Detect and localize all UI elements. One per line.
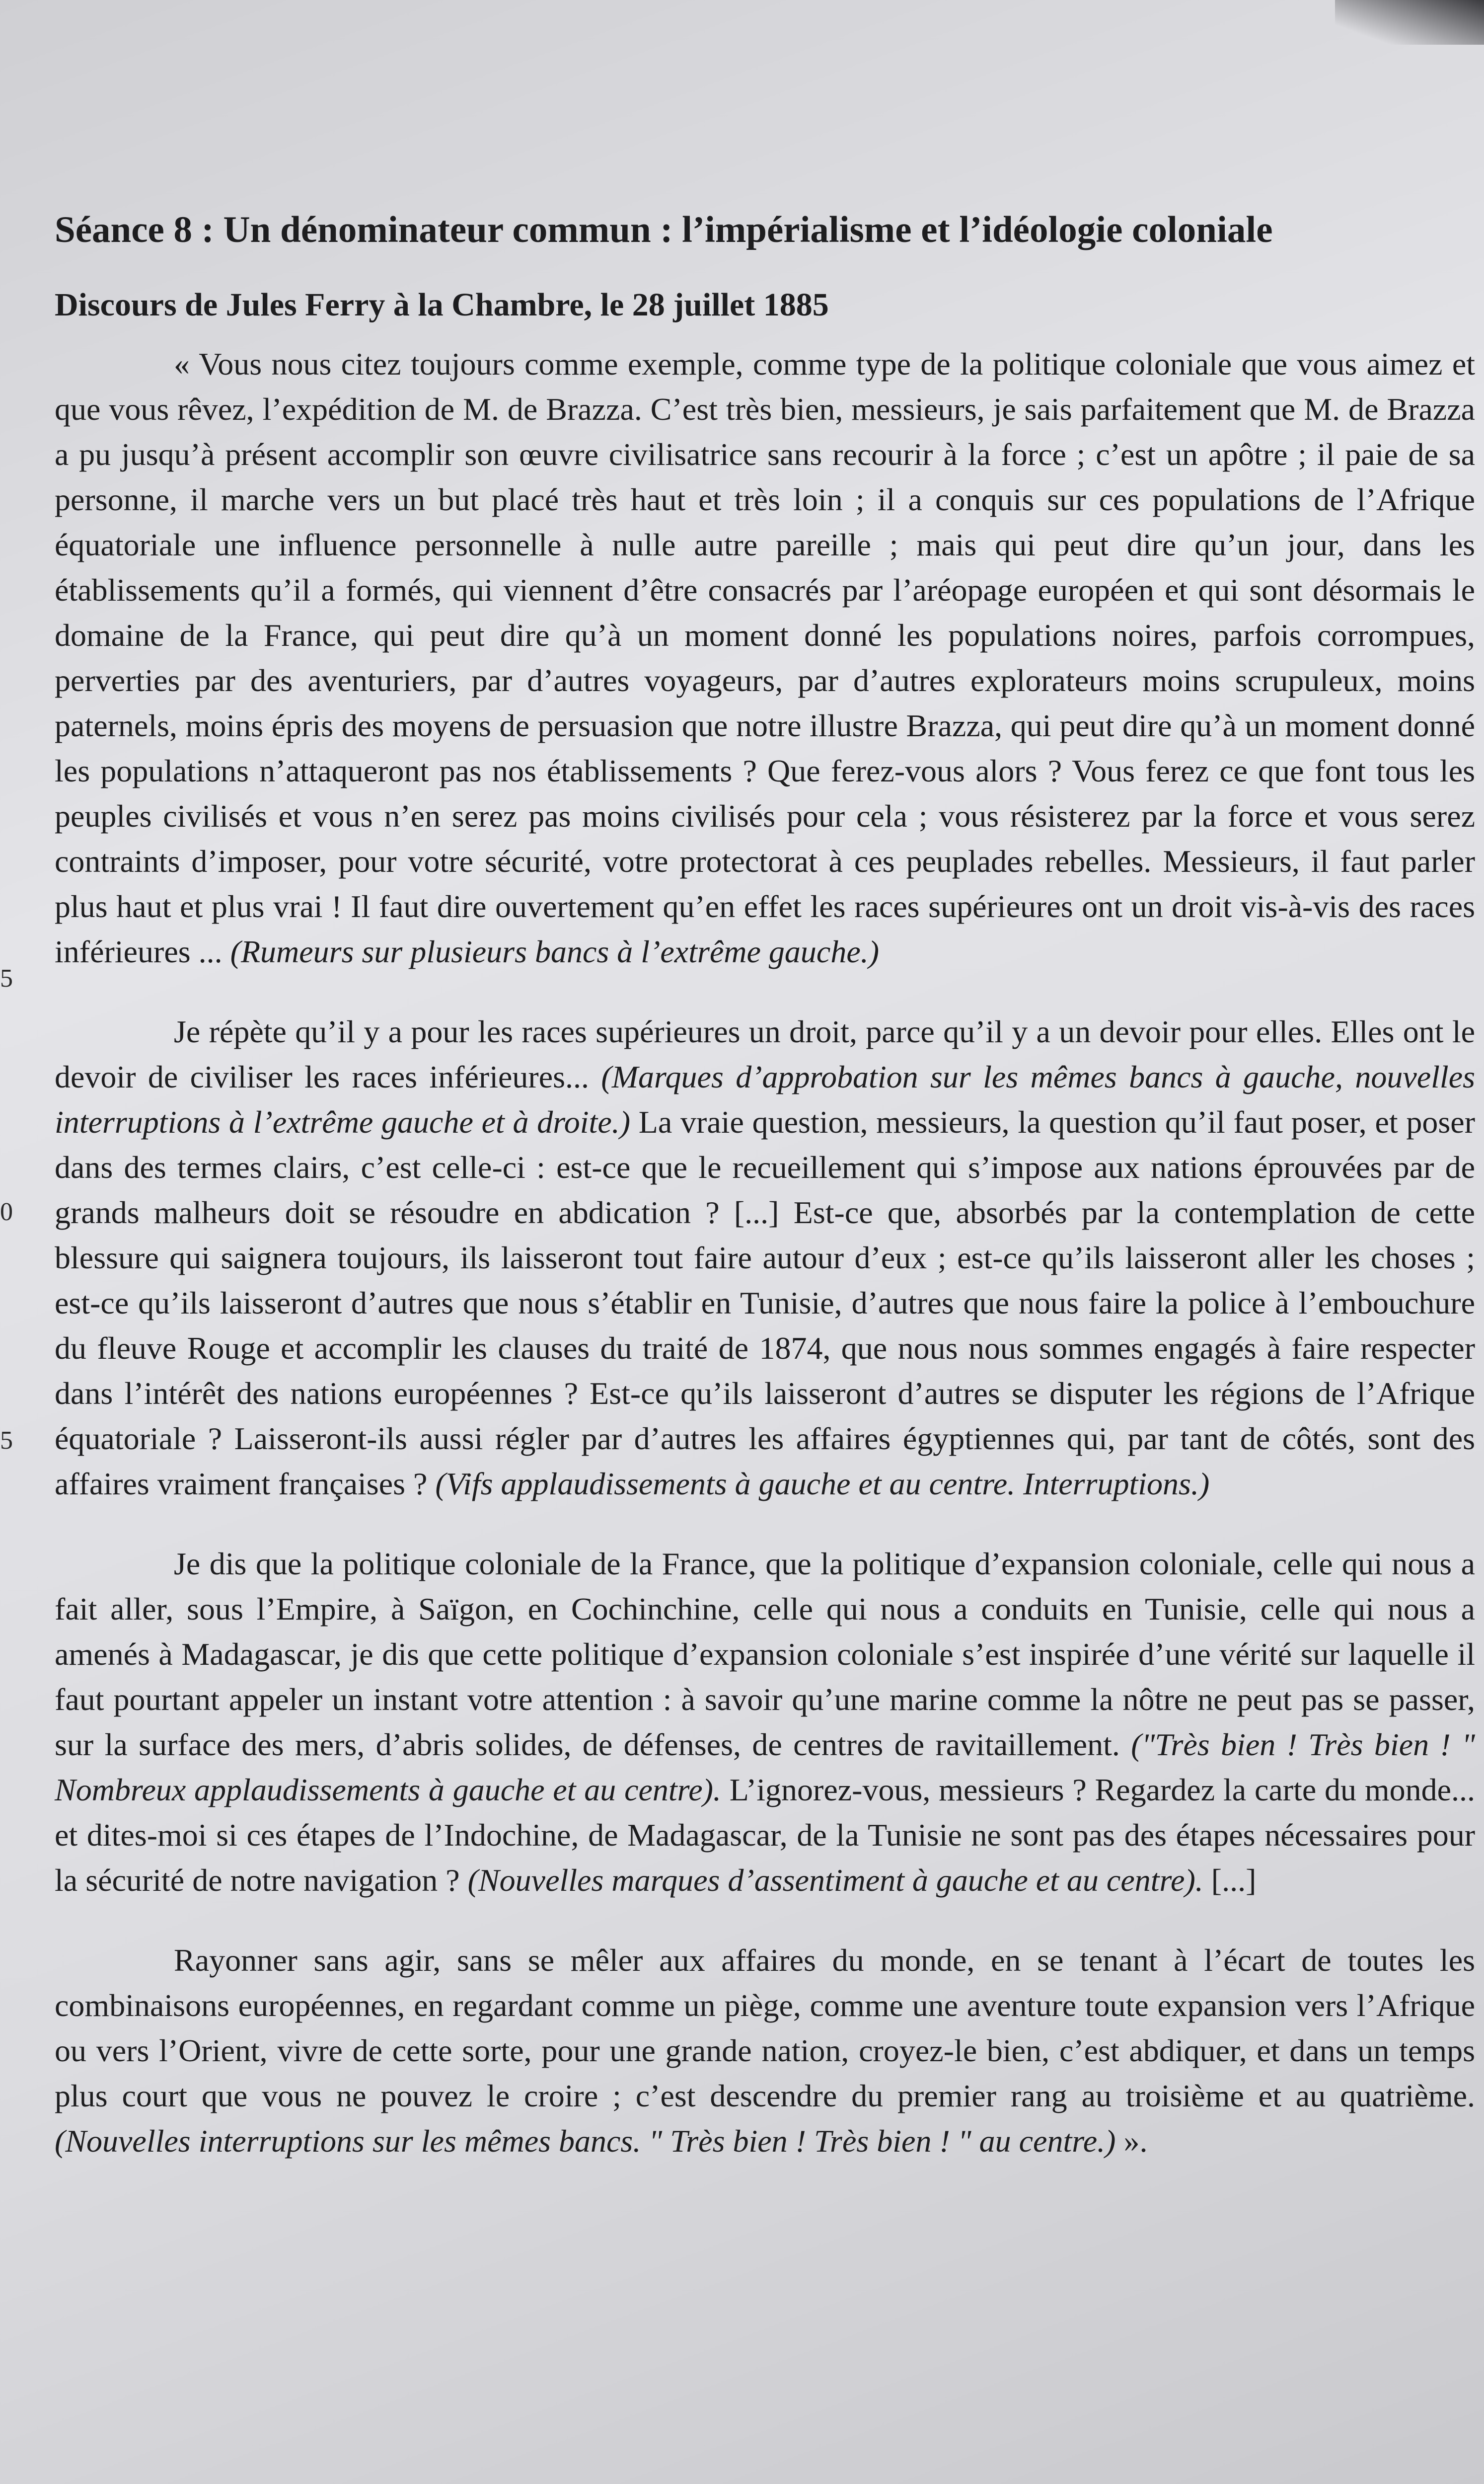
stage-direction: (Nouvelles interruptions sur les mêmes bancs. " Très bien ! Très bien ! " au centre.) [55, 2123, 1116, 2159]
paragraph-text: Je répète qu’il y a pour les races supérieures un droit, parce qu’il y a un devoir pour elles. Elles ont le devoir de civiliser les races inférieures... [55, 1014, 1475, 1095]
margin-number: 0 [0, 1198, 13, 1226]
stage-direction: ("Très bien ! Très bien ! " Nombreux applaudissements à gauche et au centre). [55, 1727, 1476, 1808]
document-content [55, 209, 1475, 2198]
stage-direction: (Nouvelles marques d’assentiment à gauche et au centre). [467, 1863, 1203, 1898]
session-title: Séance 8 : Un dénominateur commun : l’impérialisme et l’idéologie coloniale [55, 209, 1273, 250]
paragraph-text: [...] [1211, 1863, 1257, 1898]
paragraph-text: « Vous nous citez toujours comme exemple, comme type de la politique coloniale que vous aimez et que vous rêvez, l’expédition de M. de Brazza. C’est très bien, messieurs, je sais parfaitement que M. de Brazza a pu jusqu’à présent accomplir son œuvre civilisatrice sans recourir à la force ; c’est un apôtre ; il paie de sa personne, il marche vers un but placé très haut et très loin ; il a conquis sur ces populations de l’Afrique équatoriale une influence personnelle à nulle autre pareille ; mais qui peut dire qu’un jour, dans les établissements qu’il a formés, qui viennent d’être consacrés par l’aréopage européen et qui sont désormais le domaine de la France, qui peut dire qu’à un moment donné les populations noires, parfois corrompues, perverties par des aventuriers, par d’autres voyageurs, par d’autres explorateurs moins scrupuleux, moins paternels, moins épris des moyens de persuasion que notre illustre Brazza, qui peut dire qu’à un moment donné les populations n’attaqueront pas nos établissements ? Que ferez-vous alors ? Vous ferez ce que font tous les peuples civilisés et vous n’en serez pas moins civilisés pour cela ; vous résisterez par la force et vous serez contraints d’imposer, pour votre sécurité, votre protectorat à ces peuplades rebelles. Messieurs, il faut parler plus haut et plus vrai ! Il faut dire ouvertement qu’en effet les races supérieures ont un droit vis-à-vis des races inférieures ... [55, 346, 1475, 970]
paragraph-3 [55, 1541, 1475, 1903]
speech-heading: Discours de Jules Ferry à la Chambre, le 28 juillet 1885 [55, 287, 829, 323]
margin-number: 5 [0, 1426, 13, 1455]
paragraph-text: Rayonner sans agir, sans se mêler aux affaires du monde, en se tenant à l’écart de toutes les combinaisons européennes, en regardant comme un piège, comme une aventure toute expansion vers l’Afrique ou vers l’Orient, vivre de cette sorte, pour une grande nation, croyez-le bien, c’est abdiquer, et dans un temps plus court que vous ne pouvez le croire ; c’est descendre du premier rang au troisième et au quatrième. [55, 1942, 1475, 2114]
stage-direction: (Vifs applaudissements à gauche et au centre. Interruptions.) [435, 1466, 1210, 1502]
paragraph-4 [55, 1938, 1475, 2164]
paragraph-1 [55, 341, 1475, 974]
stage-direction: (Marques d’approbation sur les mêmes bancs à gauche, nouvelles interruptions à l’extrême gauche et à droite.) [55, 1059, 1475, 1140]
paragraph-2 [55, 1009, 1475, 1506]
stage-direction: (Rumeurs sur plusieurs bancs à l’extrême gauche.) [230, 934, 880, 970]
margin-number: 5 [0, 964, 13, 993]
paragraph-text: ». [1123, 2123, 1148, 2159]
paragraph-text: La vraie question, messieurs, la question qu’il faut poser, et poser dans des termes clairs, c’est celle-ci : est-ce que le recueillement qui s’impose aux nations éprouvées par de grands malheurs doit se résoudre en abdication ? [...] Est-ce que, absorbés par la contemplation de cette blessure qui saignera toujours, ils laisseront tout faire autour d’eux ; est-ce qu’ils laisseront aller les choses ; est-ce qu’ils laisseront d’autres que nous s’établir en Tunisie, d’autres que nous faire la police à l’embouchure du fleuve Rouge et accomplir les clauses du traité de 1874, que nous nous sommes engagés à faire respecter dans l’intérêt des nations européennes ? Est-ce qu’ils laisseront d’autres se disputer les régions de l’Afrique équatoriale ? Laisseront-ils aussi régler par d’autres les affaires égyptiennes qui, par tant de côtés, sont des affaires vraiment françaises ? [55, 1104, 1476, 1502]
paragraph-text: Je dis que la politique coloniale de la France, que la politique d’expansion coloniale, celle qui nous a fait aller, sous l’Empire, à Saïgon, en Cochinchine, celle qui nous a conduits en Tunisie, celle qui nous a amenés à Madagascar, je dis que cette politique d’expansion coloniale s’est inspirée d’une vérité sur laquelle il faut pourtant appeler un instant votre attention : à savoir qu’une marine comme la nôtre ne peut pas se passer, sur la surface des mers, d’abris solides, de défenses, de centres de ravitaillement. [55, 1546, 1475, 1763]
paragraph-text: L’ignorez-vous, messieurs ? Regardez la carte du monde... et dites-moi si ces étapes de l’Indochine, de Madagascar, de la Tunisie ne sont pas des étapes nécessaires pour la sécurité de notre navigation ? [55, 1772, 1476, 1898]
margin-line-numbers [0, 0, 20, 2484]
